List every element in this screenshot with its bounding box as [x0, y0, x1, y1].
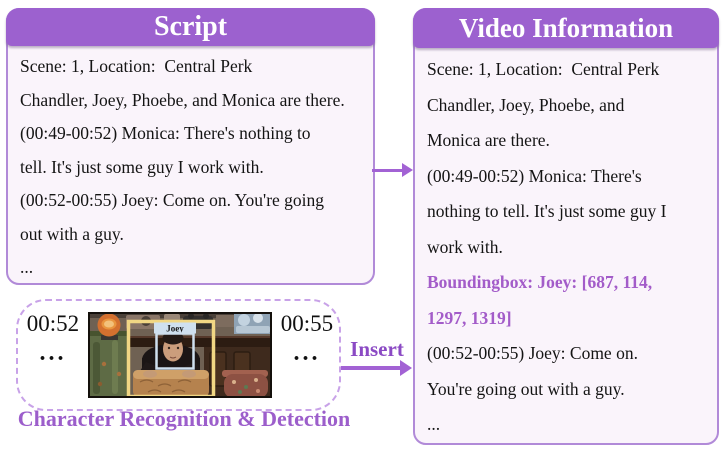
- video-frame: [88, 312, 272, 398]
- video-info-line: Monica are there.: [427, 130, 550, 150]
- script-line: out with a guy.: [20, 223, 124, 244]
- script-panel-body: [8, 46, 373, 285]
- insert-arrow: [341, 360, 412, 376]
- video-info-line: (00:52-00:55) Joey: Come on.: [427, 343, 638, 363]
- video-info-line: (00:49-00:52) Monica: There's: [427, 165, 642, 186]
- script-to-video-arrow: [372, 162, 413, 178]
- end-timestamp: 00:55: [280, 311, 334, 336]
- boundingbox-line: Boundingbox: Joey: [687, 114,: [427, 272, 653, 292]
- insert-label: Insert: [350, 337, 404, 361]
- boundingbox-line: 1297, 1319]: [427, 307, 512, 328]
- video-information-title: Video Information: [413, 8, 719, 48]
- face-label: Joey: [166, 323, 184, 334]
- arrow-head-icon: [400, 360, 412, 376]
- script-panel-title: Script: [6, 8, 375, 46]
- script-line: (00:52-00:55) Joey: Come on. You're going: [20, 190, 325, 210]
- video-info-line: You're going out with a guy.: [427, 378, 625, 399]
- start-timestamp: 00:52: [26, 311, 80, 336]
- video-info-line: nothing to tell. It's just some guy I: [427, 201, 667, 221]
- script-panel: [6, 8, 375, 285]
- script-line: (00:49-00:52) Monica: There's nothing to: [20, 123, 311, 143]
- script-line: tell. It's just some guy I work with.: [20, 156, 264, 177]
- detection-caption: Character Recognition & Detection: [17, 406, 351, 431]
- video-frame-scene: [88, 312, 272, 398]
- script-ellipsis: ...: [20, 257, 34, 277]
- video-info-line: Scene: 1, Location: Central Perk: [427, 59, 660, 79]
- ellipsis-left: ...: [39, 340, 67, 366]
- arrow-head-icon: [402, 163, 413, 177]
- arrow-shaft: [372, 169, 404, 172]
- video-information-body: [415, 48, 717, 443]
- arrow-shaft: [341, 366, 402, 370]
- video-info-line: work with.: [427, 236, 503, 257]
- video-info-line: Chandler, Joey, Phoebe, and: [427, 94, 625, 115]
- video-information-panel: [413, 8, 719, 445]
- script-line: Scene: 1, Location: Central Perk: [20, 56, 253, 76]
- video-info-ellipsis: ...: [427, 414, 441, 434]
- script-line: Chandler, Joey, Phoebe, and Monica are there.: [20, 89, 345, 110]
- ellipsis-right: ...: [293, 340, 321, 366]
